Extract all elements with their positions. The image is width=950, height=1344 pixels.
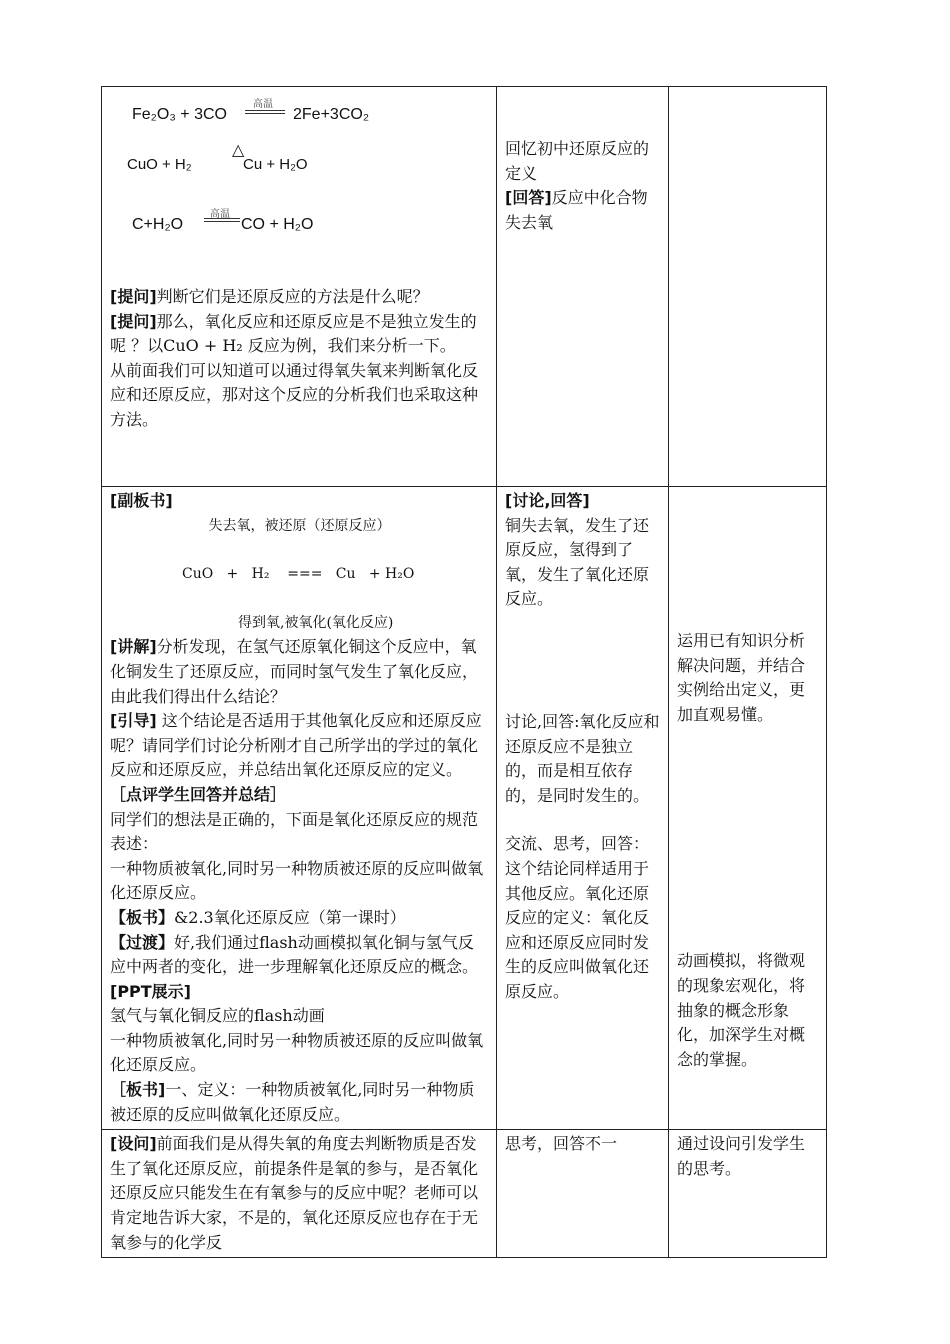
design-intent-cell: [669, 87, 827, 487]
equation-c-h2o: C+H₂O 高温 CO + H₂O: [132, 209, 314, 233]
answer-text: 讨论,回答:氧化反应和还原反应不是独立的，而是相互依存的，是同时发生的。: [505, 711, 660, 805]
ppt-title: [PPT展示]: [110, 981, 191, 1001]
explanation: [讲解]分析发现，在氢气还原氧化铜这个反应中，氧化铜发生了还原反应，而同时氢气发生了氧化反应，由此我们得出什么结论？: [110, 637, 479, 706]
equation-fe2o3: Fe₂O₃ + 3CO 高温 2Fe+3CO₂: [132, 99, 370, 123]
answer-text: 铜失去氧，发生了还原反应，氢得到了氧，发生了氧化还原反应。: [505, 515, 650, 609]
equation-cuo: CuO + H₂ △ Cu + H₂O: [127, 142, 308, 173]
table-row: [102, 487, 827, 1130]
question-3: [设问]前面我们是从得失氧的角度去判断物质是否发生了氧化还原反应，前提条件是氧的参与，是否氧化还原反应只能发生在有氧参与的反应中呢？老师可以肯定地告诉大家，不是的，氧化还原反应也存在于无氧参与的化学反: [110, 1134, 479, 1252]
board-note: 【板书】&2.3氧化还原反应（第一课时）: [110, 907, 406, 927]
paragraph: 同学们的想法是正确的，下面是氧化还原反应的规范表述：: [110, 809, 479, 854]
intent-text: 运用已有知识分析解决问题，并结合实例给出定义，更加直观易懂。: [677, 631, 806, 724]
design-intent-cell: [669, 487, 827, 1130]
student-activity-cell: [497, 1130, 669, 1258]
paragraph: 一种物质被氧化,同时另一种物质被还原的反应叫做氧化还原反应。: [110, 858, 484, 903]
diagram-bottom-label: 得到氧,被氧化(氧化反应): [238, 614, 394, 631]
discussion-title: [讨论,回答]: [505, 491, 590, 510]
intent-text: 动画模拟，将微观的现象宏观化，将抽象的概念形象化，加深学生对概念的掌握。: [677, 951, 806, 1069]
recall-text: 回忆初中还原反应的定义: [505, 139, 650, 183]
answer-text: [回答]反应中化合物失去氧: [505, 188, 648, 232]
student-activity-cell: [497, 487, 669, 1130]
question-2: [提问]那么，氧化反应和还原反应是不是独立发生的呢 ？以CuO + H₂ 反应为例，我们来分析一下。: [110, 311, 477, 356]
teacher-activity-cell: [102, 1130, 497, 1258]
table-row: [102, 1130, 827, 1258]
diagram-top-label: 失去氧，被还原（还原反应）: [208, 517, 391, 534]
paragraph: 氢气与氧化铜反应的flash动画: [110, 1006, 325, 1026]
guidance: [引导] 这个结论是否适用于其他氧化反应和还原反应呢？请同学们讨论分析刚才自己所学出的学过的氧化反应和还原反应，并总结出氧化还原反应的定义。: [110, 711, 482, 780]
sub-board-title: [副板书]: [110, 491, 173, 510]
intent-text: 通过设问引发学生的思考。: [677, 1134, 806, 1178]
student-activity-cell: [497, 87, 669, 487]
board-definition: ［板书]一、定义：一种物质被氧化,同时另一种物质被还原的反应叫做氧化还原反应。: [110, 1080, 475, 1124]
design-intent-cell: [669, 1130, 827, 1258]
paragraph: 一种物质被氧化,同时另一种物质被还原的反应叫做氧化还原反应。: [110, 1030, 484, 1075]
question-1: [提问]判断它们是还原反应的方法是什么呢？: [110, 287, 429, 306]
diagram-equation: CuO + H₂ === Cu + H₂O: [182, 566, 415, 583]
teacher-activity-cell: [102, 87, 497, 487]
paragraph: 从前面我们可以知道可以通过得氧失氧来判断氧化反应和还原反应，那对这个反应的分析我们也采取这种方法。: [110, 360, 479, 429]
lesson-table: [101, 86, 827, 1258]
teacher-activity-cell: [102, 487, 497, 1130]
answer-text: 思考，回答不一: [505, 1134, 618, 1154]
transition: 【过渡】好,我们通过flash动画模拟氧化铜与氢气反应中两者的变化，进一步理解氧化还原反应的概念。: [110, 932, 479, 977]
answer-text: 交流、思考，回答：这个结论同样适用于其他反应。氧化还原反应的定义：氧化反应和还原反应同时发生的反应叫做氧化还原反应。: [505, 834, 650, 1001]
summary-title: ［点评学生回答并总结］: [110, 784, 287, 804]
table-row: [102, 87, 827, 487]
